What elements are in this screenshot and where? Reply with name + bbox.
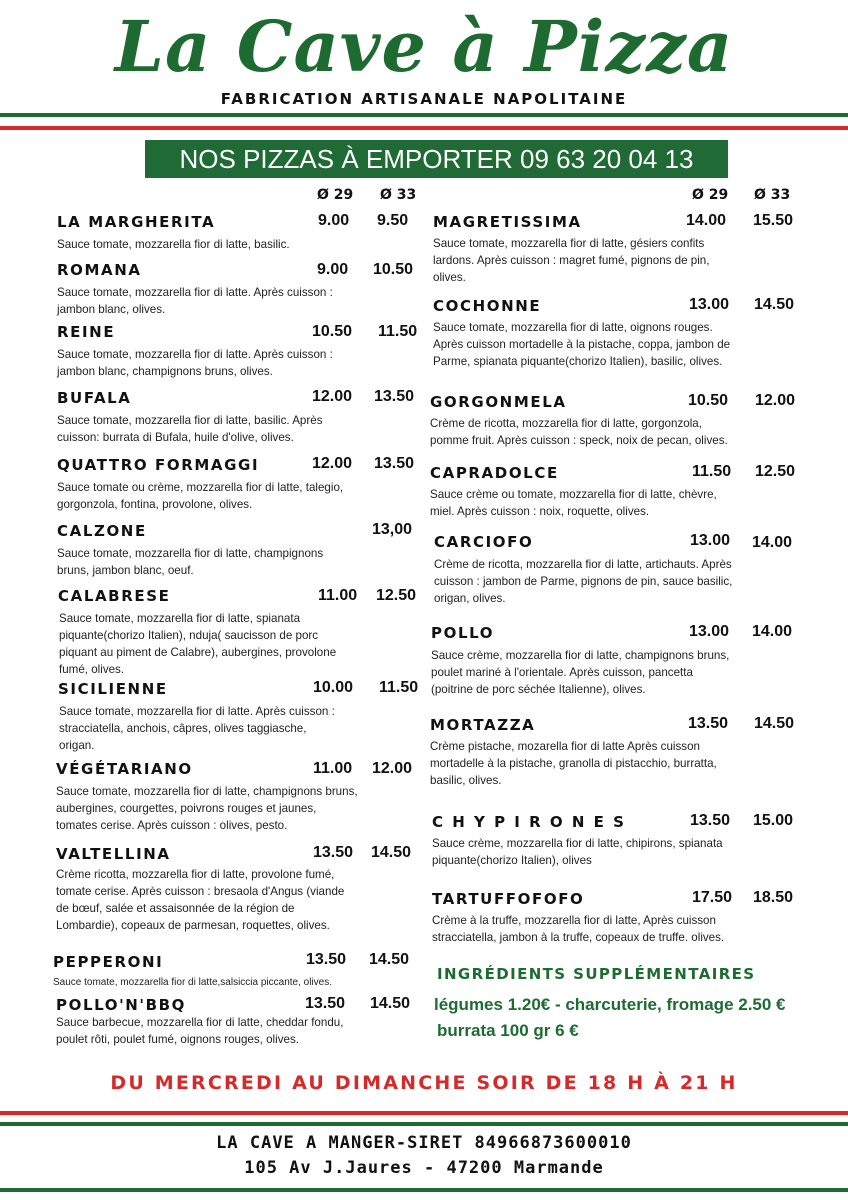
- price-33: 15.00: [753, 812, 794, 829]
- stripe-green-footer: [0, 1188, 848, 1192]
- pizza-name: MORTAZZA: [430, 716, 536, 734]
- size-header-small-left: Ø 29: [317, 187, 354, 203]
- price-33: 9.50: [377, 212, 409, 229]
- extras-line-2: burrata 100 gr 6 €: [437, 1021, 579, 1040]
- pizza-description: Sauce tomate, mozzarella fior di latte. Après cuisson : jambon blanc, olives.: [57, 286, 333, 316]
- pizza-name: CAPRADOLCE: [430, 464, 559, 482]
- pizza-description: Crème pistache, mozarella fior di latte Après cuisson mortadelle à la pistache, granolla di pistacchio, burratta, basilic, olives.: [430, 740, 717, 787]
- size-header-small-right: Ø 29: [692, 187, 729, 203]
- pizza-name: POLLO: [431, 624, 495, 642]
- opening-hours: DU MERCREDI AU DIMANCHE SOIR DE 18 H À 21 H: [110, 1072, 738, 1094]
- pizza-name: ROMANA: [57, 261, 142, 279]
- pizza-name: SICILIENNE: [58, 680, 168, 698]
- price-29: 11.50: [692, 463, 732, 480]
- price-29: 13.00: [689, 296, 730, 313]
- pizza-description: Sauce crème, mozzarella fior di latte, chipirons, spianata piquante(chorizo Italien), olives: [432, 837, 723, 867]
- price-33: 14.00: [752, 623, 793, 640]
- pizza-name: COCHONNE: [433, 297, 542, 315]
- pizza-description: Sauce tomate, mozzarella fior di latte, basilic.: [57, 238, 290, 251]
- price-29: 13.50: [690, 812, 731, 829]
- price-33: 14.50: [370, 995, 411, 1012]
- pizza-description: Sauce crème ou tomate, mozzarella fior di latte, chèvre, miel. Après cuisson : noix, roquette, olives.: [430, 488, 717, 518]
- price-29: 13.50: [305, 995, 346, 1012]
- pizza-name: QUATTRO FORMAGGI: [57, 456, 260, 474]
- tagline: FABRICATION ARTISANALE NAPOLITAINE: [220, 90, 628, 108]
- price-33: 14.50: [371, 844, 412, 861]
- price-33: 14.00: [752, 534, 793, 551]
- size-header-large-left: Ø 33: [380, 187, 417, 203]
- pizza-name: CARCIOFO: [434, 533, 534, 551]
- price-29: 10.50: [688, 392, 729, 409]
- pizza-description: Sauce tomate, mozzarella fior di latte, basilic. Après cuisson: burrata di Bufala, huile d'olive, olives.: [57, 414, 323, 444]
- footer-address: 105 Av J.Jaures - 47200 Marmande: [244, 1158, 604, 1178]
- pizza-description: Sauce tomate, mozzarella fior di latte, oignons rouges. Après cuisson mortadelle à la pistache, coppa, jambon de Parme, spianata piquante(chorizo Italien), basilic, olives.: [433, 321, 731, 368]
- price-29: 13.50: [306, 951, 347, 968]
- extras-line-1: légumes 1.20€ - charcuterie, fromage 2.50 €: [434, 995, 786, 1014]
- pizza-description: Crème de ricotta, mozzarella fior di latte, gorgonzola, pomme fruit. Après cuisson : speck, noix de pecan, olives.: [430, 417, 728, 447]
- price-29: 9.00: [317, 261, 349, 278]
- pizza-description: Crème de ricotta, mozzarella fior di latte, artichauts. Après cuisson : jambon de Parme, pignons de pin, sauce basilic, origan, olives.: [434, 558, 733, 605]
- pizza-description: Sauce tomate, mozzarella fior di latte, champignons bruns, aubergines, courgettes, poivrons rouges et jaunes, tomates cerise. Après cuisson : olives, pesto.: [56, 785, 358, 832]
- price-33: 12.50: [755, 463, 796, 480]
- pizza-name: MAGRETISSIMA: [433, 213, 582, 231]
- price-29: 13.50: [313, 844, 354, 861]
- price-29: 11.00: [318, 587, 358, 604]
- price-33: 14.50: [369, 951, 410, 968]
- pizza-name: VÉGÉTARIANO: [56, 760, 193, 778]
- price-29: 10.50: [312, 323, 353, 340]
- pizza-description: Crème à la truffe, mozzarella fior di latte, Après cuisson stracciatella, jambon à la truffe, copeaux de truffe. olives.: [432, 914, 725, 944]
- size-header-large-right: Ø 33: [754, 187, 791, 203]
- pizza-name: PEPPERONI: [53, 953, 164, 971]
- pizza-description: Crème ricotta, mozzarella fior di latte, provolone fumé, tomate cerise. Après cuisson : bresaola d'Angus (viande de bœuf, salée et assaisonnée de la région de Lombardie), copeaux de parmesan, roquettes, olives.: [56, 868, 345, 932]
- pizza-name: TARTUFFOFOFO: [432, 890, 585, 908]
- price-29: 13.50: [688, 715, 729, 732]
- stripe-red-top: [0, 126, 848, 130]
- price-33: 12.00: [372, 760, 413, 777]
- price-29: 14.00: [686, 212, 727, 229]
- price-33: 11.50: [379, 679, 419, 696]
- extras-title: INGRÉDIENTS SUPPLÉMENTAIRES: [437, 965, 756, 983]
- price-29: 12.00: [312, 388, 353, 405]
- price-33: 15.50: [753, 212, 794, 229]
- pizza-description: Sauce barbecue, mozzarella fior di latte, cheddar fondu, poulet rôti, poulet fumé, oignons rouges, olives.: [56, 1016, 344, 1046]
- pizza-name: C H Y P I R O N E S: [432, 813, 626, 831]
- pizza-name: POLLO'N'BBQ: [56, 996, 187, 1014]
- price-29: 17.50: [692, 889, 733, 906]
- price-29: 13.00: [689, 623, 730, 640]
- price-33: 10.50: [373, 261, 414, 278]
- pizza-name: LA MARGHERITA: [57, 213, 216, 231]
- pizza-name: BUFALA: [57, 389, 132, 407]
- price-33: 18.50: [753, 889, 794, 906]
- stripe-green-bottom: [0, 1122, 848, 1126]
- pizza-description: Sauce tomate, mozzarella fior di latte,salsiccia piccante, olives.: [53, 977, 333, 988]
- takeaway-banner: NOS PIZZAS À EMPORTER 09 63 20 04 13: [145, 140, 728, 178]
- price-33: 13.50: [374, 455, 415, 472]
- pizza-description: Sauce tomate, mozzarella fior di latte, gésiers confits lardons. Après cuisson : magret fumé, pignons de pin, olives.: [433, 237, 710, 284]
- pizza-name: GORGONMELA: [430, 393, 567, 411]
- pizza-description: Sauce tomate, mozzarella fior di latte, spianata piquante(chorizo Italien), nduja( saucisson de porc piquant au piment de Calabre), aubergines, provolone fumé, olives.: [59, 612, 337, 676]
- price-29: 11.00: [313, 760, 353, 777]
- pizza-description: Sauce tomate, mozzarella fior di latte. Après cuisson : stracciatella, anchois, câpres, olives taggiasche, origan.: [59, 705, 335, 752]
- price-29: 9.00: [318, 212, 350, 229]
- pizza-name: VALTELLINA: [56, 845, 171, 863]
- pizza-name: CALABRESE: [58, 587, 171, 605]
- price-29: 13.00: [690, 532, 731, 549]
- pizza-name: REINE: [57, 323, 116, 341]
- price-29: 10.00: [313, 679, 354, 696]
- pizza-name: CALZONE: [57, 522, 147, 540]
- price-33: 13,00: [372, 521, 413, 538]
- logo: La Cave à Pizza: [114, 5, 734, 88]
- pizza-description: Sauce crème, mozzarella fior di latte, champignons bruns, poulet mariné à l'orientale. Après cuisson, pancetta (poitrine de porc séchée Italienne), olives.: [431, 649, 730, 696]
- footer-company: LA CAVE A MANGER-SIRET 84966873600010: [216, 1133, 632, 1153]
- pizza-description: Sauce tomate, mozzarella fior di latte. Après cuisson : jambon blanc, champignons bruns, olives.: [57, 348, 333, 378]
- price-29: 12.00: [312, 455, 353, 472]
- price-33: 11.50: [378, 323, 418, 340]
- price-33: 12.50: [376, 587, 417, 604]
- pizza-description: Sauce tomate ou crème, mozzarella fior di latte, talegio, gorgonzola, fontina, provolone, olives.: [57, 481, 344, 511]
- price-33: 14.50: [754, 296, 795, 313]
- price-33: 14.50: [754, 715, 795, 732]
- price-33: 12.00: [755, 392, 796, 409]
- price-33: 13.50: [374, 388, 415, 405]
- stripe-red-bottom: [0, 1111, 848, 1115]
- stripe-green-top: [0, 113, 848, 117]
- pizza-description: Sauce tomate, mozzarella fior di latte, champignons bruns, jambon blanc, oeuf.: [57, 547, 324, 577]
